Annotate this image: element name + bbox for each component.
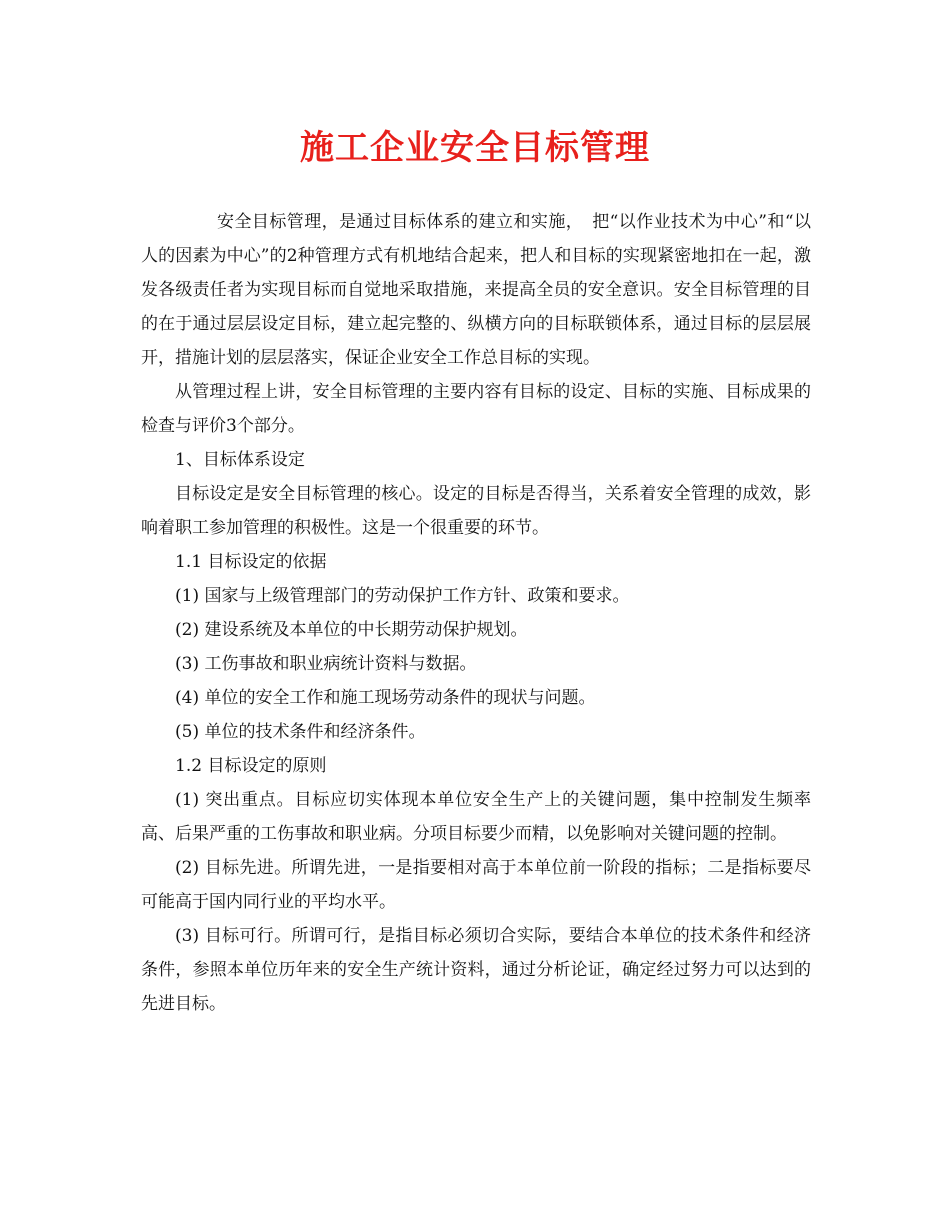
principle-item-3: (3) 目标可行。所谓可行，是指目标必须切合实际，要结合本单位的技术条件和经济条件，参照本单位历年来的安全生产统计资料，通过分析论证，确定经过努力可以达到的先进目标。 [141,926,811,1014]
principle-item-1: (1) 突出重点。目标应切实体现本单位安全生产上的关键问题，集中控制发生频率高、后果严重的工伤事故和职业病。分项目标要少而精，以免影响对关键问题的控制。 [141,790,811,844]
basis-item-1: (1) 国家与上级管理部门的劳动保护工作方针、政策和要求。 [175,586,630,606]
intro-paragraph: 安全目标管理，是通过目标体系的建立和实施， 把“以作业技术为中心”和“以人的因素为中心”的2种管理方式有机地结合起来，把人和目标的实现紧密地扣在一起，激发各级责任者为实现目标而自觉地采取措施，来提高全员的安全意识。安全目标管理的目的在于通过层层设定目标，建立起完整的、纵横方向的目标联锁体系，通过目标的层层展开，措施计划的层层落实，保证企业安全工作总目标的实现。 [141,212,811,368]
basis-item-2: (2) 建设系统及本单位的中长期劳动保护规划。 [175,620,528,640]
basis-item-5: (5) 单位的技术条件和经济条件。 [175,722,426,742]
basis-item-4: (4) 单位的安全工作和施工现场劳动条件的现状与问题。 [175,688,596,708]
subsection-heading-principles: 1.2 目标设定的原则 [175,756,327,776]
document-body [141,205,811,1021]
subsection-heading-basis: 1.1 目标设定的依据 [175,552,327,572]
principle-item-2: (2) 目标先进。所谓先进，一是指要相对高于本单位前一阶段的指标；二是指标要尽可能高于国内同行业的平均水平。 [141,858,811,912]
target-setting-core-paragraph: 目标设定是安全目标管理的核心。设定的目标是否得当，关系着安全管理的成效，影响着职工参加管理的积极性。这是一个很重要的环节。 [141,484,811,538]
section-heading-target-system: 1、目标体系设定 [175,450,305,470]
document-title: 施工企业安全目标管理 [300,128,650,168]
management-process-paragraph: 从管理过程上讲，安全目标管理的主要内容有目标的设定、目标的实施、目标成果的检查与评价3个部分。 [141,382,811,436]
basis-item-3: (3) 工伤事故和职业病统计资料与数据。 [175,654,477,674]
